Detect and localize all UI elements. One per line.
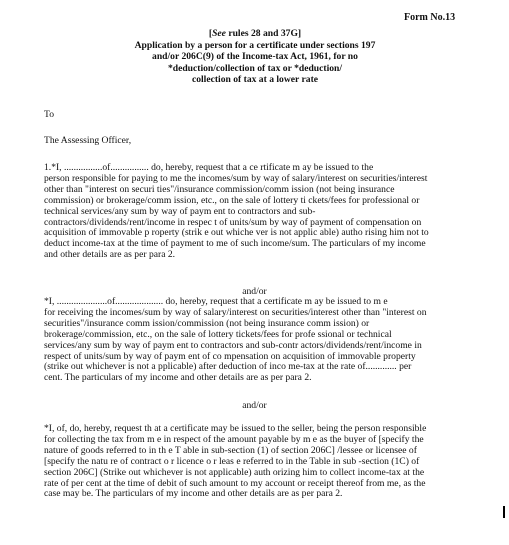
- heading-line-5: collection of tax at a lower rate: [191, 74, 319, 86]
- paragraph-line: commission) or brokerage/comm ission, etc., on the sale of lottery ti ckets/fees for professional or: [44, 194, 420, 206]
- paragraph-1: [44, 163, 484, 261]
- paragraph-line: case may be. The particulars of my income and other details are as per para 2.: [44, 488, 343, 500]
- paragraph-line: (strike out whichever is not a pplicable) after deduction of inco me-tax at the rate of............. per: [44, 361, 412, 373]
- paragraph-line: rate of per cent at the time of debit of such amount to my account or receipt thereof from me, as the: [44, 477, 426, 489]
- paragraph-line: and other details are as per para 2.: [44, 249, 176, 261]
- paragraph-line: securities"/insurance comm ission/commission (not being insurance comm ission) or: [44, 317, 370, 329]
- form-number: Form No.13: [404, 12, 456, 23]
- paragraph-line: for receiving the incomes/sum by way of salary/interest on securities/interest other than "interest on: [44, 306, 427, 318]
- paragraph-line: cent. The particulars of my income and other details are as per para 2.: [44, 372, 312, 384]
- and-or-separator-1: and/or: [242, 286, 267, 297]
- paragraph-3: [44, 424, 484, 500]
- paragraph-line: person responsible for paying to me the incomes/sum by way of salary/interest on securities/interest: [44, 172, 428, 184]
- paragraph-line: contractors/dividends/rent/income in respec t of units/sum by way of payment of compensation on: [44, 216, 422, 228]
- paragraph-2: [44, 297, 484, 384]
- rules-reference: [See rules 28 and 37G]: [208, 28, 302, 39]
- and-or-separator-2: and/or: [242, 400, 267, 411]
- heading-line-3: and/or 206C(9) of the Income-tax Act, 1961, for no: [152, 51, 358, 63]
- paragraph-line: brokerage/commission, etc., on the sale of lottery tickets/fees for profe ssional or technical: [44, 328, 392, 340]
- paragraph-line: technical services/any sum by way of paym ent to contractors and sub-: [44, 205, 316, 217]
- paragraph-line: [specify the natu re of contract o r licence o r leas e referred to in the Table in sub -section (1C) of: [44, 455, 420, 467]
- paragraph-line: deduct income-tax at the time of payment to me of such income/sum. The particulars of my income: [44, 238, 426, 250]
- paragraph-line: *I, of, do, hereby, request th at a certificate may be issued to the seller, being the person responsible: [44, 423, 427, 434]
- paragraph-line: acquisition of immovable p roperty (strik e out whiche ver is not applic able) autho rising him not to: [44, 227, 429, 239]
- paragraph-line: *I, .....................of.................... do, hereby, request that a certificate m ay be issued to m e: [44, 296, 388, 307]
- paragraph-line: nature of goods referred to in th e T able in sub-section (1) of section 206C] /lessee or licensee of: [44, 444, 417, 456]
- form-heading: [110, 28, 400, 86]
- addressee-officer: The Assessing Officer,: [44, 135, 132, 146]
- paragraph-line: 1.*I, ................of................ do, hereby, request that a ce rtificate m ay be issued to the: [44, 162, 374, 173]
- addressee-to: To: [44, 109, 54, 120]
- paragraph-line: section 206C] (Strike out whichever is not applicable) auth orizing him to collect income-tax at the: [44, 466, 425, 478]
- text-cursor: [503, 506, 505, 518]
- paragraph-line: other than "interest on securi ties"/insurance commission/comm ission (not being insurance: [44, 183, 395, 195]
- paragraph-line: respect of units/sum by way of paym ent of co mpensation on acquisition of immovable property: [44, 350, 416, 362]
- paragraph-line: services/any sum by way of paym ent to contractors and sub-contr actors/dividends/rent/income in: [44, 339, 422, 351]
- heading-line-2: Application by a person for a certificate under sections 197: [134, 39, 376, 51]
- heading-line-4: *deduction/collection of tax or *deduction/: [167, 62, 343, 74]
- paragraph-line: for collecting the tax from m e in respect of the amount payable by m e as the buyer of [specify the: [44, 433, 424, 445]
